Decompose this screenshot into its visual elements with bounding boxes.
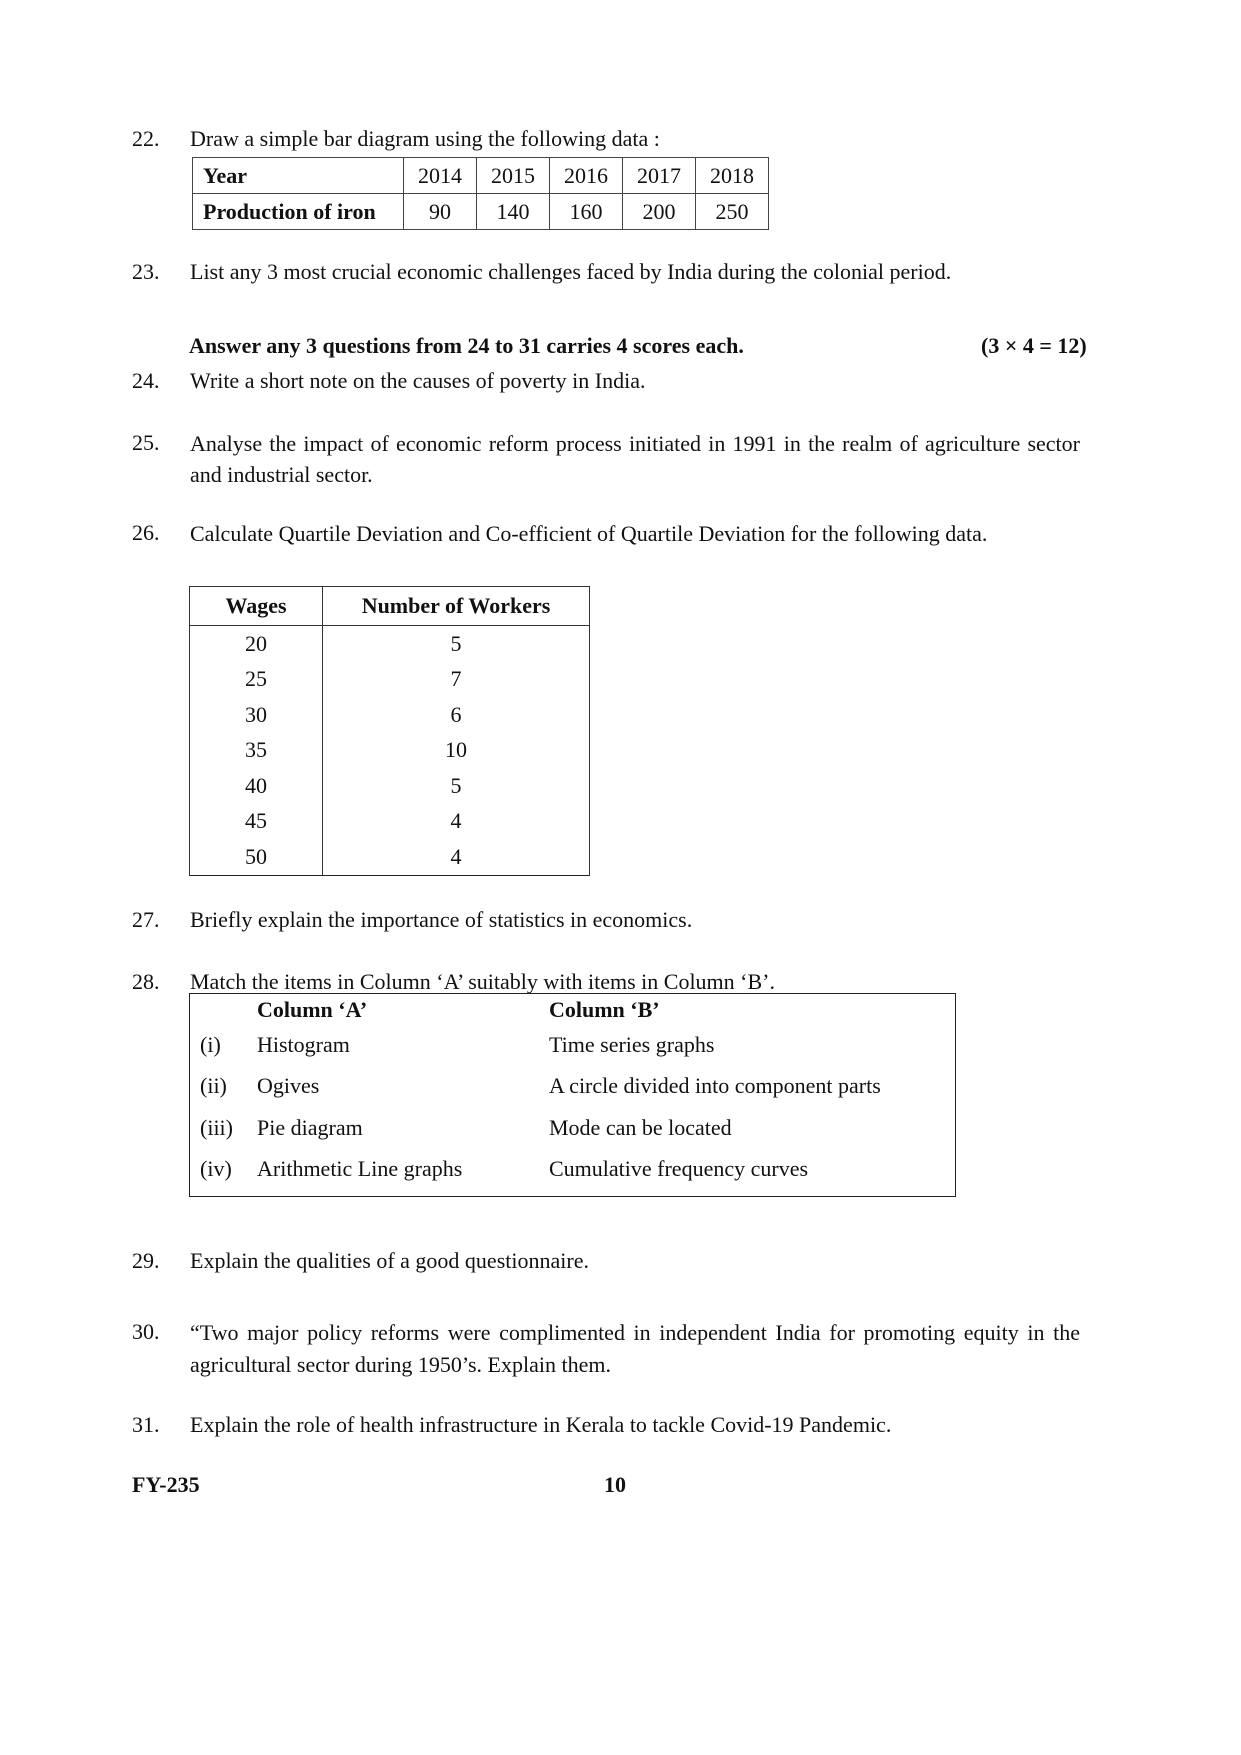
value-cell: 160 [550, 194, 623, 230]
question-number: 25. [132, 430, 160, 455]
workers-cell: 4 [323, 839, 590, 875]
question-text: List any 3 most crucial economic challenges faced by India during the colonial period. [190, 259, 952, 284]
question-number: 26. [132, 520, 160, 545]
match-row [190, 1154, 955, 1194]
question-text: Analyse the impact of economic reform process initiated in 1991 in the realm of agriculture sector and industrial sector. [190, 431, 1080, 487]
row-label-year: Year [193, 158, 404, 194]
column-a-item: Histogram [257, 1032, 350, 1057]
workers-cell: 10 [323, 733, 590, 769]
year-cell: 2015 [477, 158, 550, 194]
wages-cell: 40 [190, 768, 323, 804]
column-b-item: Cumulative frequency curves [549, 1156, 809, 1181]
value-cell: 140 [477, 194, 550, 230]
column-b-header: Column ‘B’ [549, 997, 660, 1022]
table-row [193, 158, 769, 194]
section-marks: (3 × 4 = 12) [981, 333, 1087, 358]
question-text: Calculate Quartile Deviation and Co-efficient of Quartile Deviation for the following data. [190, 521, 988, 546]
column-a-item: Pie diagram [257, 1115, 363, 1140]
question-text: Match the items in Column ‘A’ suitably with items in Column ‘B’. [190, 969, 775, 994]
table-row [190, 662, 590, 698]
column-a-item: Ogives [257, 1073, 320, 1098]
column-b-item: Time series graphs [549, 1032, 715, 1057]
wages-cell: 45 [190, 804, 323, 840]
wages-cell: 25 [190, 662, 323, 698]
question-text: “Two major policy reforms were complimented in independent India for promoting equity in the agricultural sector during 1950’s. Explain them. [190, 1320, 1080, 1377]
question-number: 27. [132, 907, 160, 932]
question-number: 31. [132, 1412, 160, 1437]
workers-cell: 5 [323, 768, 590, 804]
column-b-item: Mode can be located [549, 1115, 732, 1140]
year-cell: 2014 [404, 158, 477, 194]
year-cell: 2018 [696, 158, 769, 194]
question-number: 23. [132, 259, 160, 284]
table-row [190, 697, 590, 733]
roman-numeral: (ii) [200, 1073, 227, 1098]
roman-numeral: (iii) [200, 1115, 233, 1140]
match-row [190, 1113, 955, 1153]
row-label-production: Production of iron [193, 194, 404, 230]
match-row [190, 1071, 955, 1111]
question-number: 24. [132, 368, 160, 393]
year-cell: 2017 [623, 158, 696, 194]
table-row [190, 626, 590, 662]
question-text: Draw a simple bar diagram using the following data : [190, 126, 660, 151]
workers-cell: 5 [323, 626, 590, 662]
question-text: Write a short note on the causes of poverty in India. [190, 368, 646, 393]
column-b-item: A circle divided into component parts [549, 1073, 881, 1098]
value-cell: 200 [623, 194, 696, 230]
wages-workers-table [189, 586, 590, 876]
header-wages: Wages [190, 587, 323, 626]
table-header-row [190, 587, 590, 626]
year-cell: 2016 [550, 158, 623, 194]
table-row [193, 194, 769, 230]
match-row [190, 1030, 955, 1070]
column-a-header: Column ‘A’ [257, 997, 368, 1022]
question-number: 28. [132, 969, 160, 994]
iron-production-table [192, 157, 769, 230]
question-number: 29. [132, 1248, 160, 1273]
match-columns-box [189, 993, 956, 1197]
wages-cell: 50 [190, 839, 323, 875]
workers-cell: 4 [323, 804, 590, 840]
wages-cell: 20 [190, 626, 323, 662]
section-instruction: Answer any 3 questions from 24 to 31 carries 4 scores each. [189, 333, 744, 358]
match-header-row [190, 995, 955, 1035]
header-number-of-workers: Number of Workers [323, 587, 590, 626]
table-row [190, 804, 590, 840]
column-a-item: Arithmetic Line graphs [257, 1156, 463, 1181]
page-number: 10 [604, 1472, 626, 1497]
workers-cell: 6 [323, 697, 590, 733]
table-row [190, 839, 590, 875]
workers-cell: 7 [323, 662, 590, 698]
question-text: Explain the role of health infrastructure in Kerala to tackle Covid-19 Pandemic. [190, 1412, 892, 1437]
roman-numeral: (i) [200, 1032, 221, 1057]
wages-cell: 35 [190, 733, 323, 769]
value-cell: 250 [696, 194, 769, 230]
question-number: 30. [132, 1319, 160, 1344]
wages-cell: 30 [190, 697, 323, 733]
value-cell: 90 [404, 194, 477, 230]
question-text: Briefly explain the importance of statistics in economics. [190, 907, 693, 932]
paper-code: FY-235 [132, 1472, 200, 1497]
table-row [190, 733, 590, 769]
question-text: Explain the qualities of a good questionnaire. [190, 1248, 589, 1273]
table-row [190, 768, 590, 804]
question-number: 22. [132, 126, 160, 151]
roman-numeral: (iv) [200, 1156, 232, 1181]
